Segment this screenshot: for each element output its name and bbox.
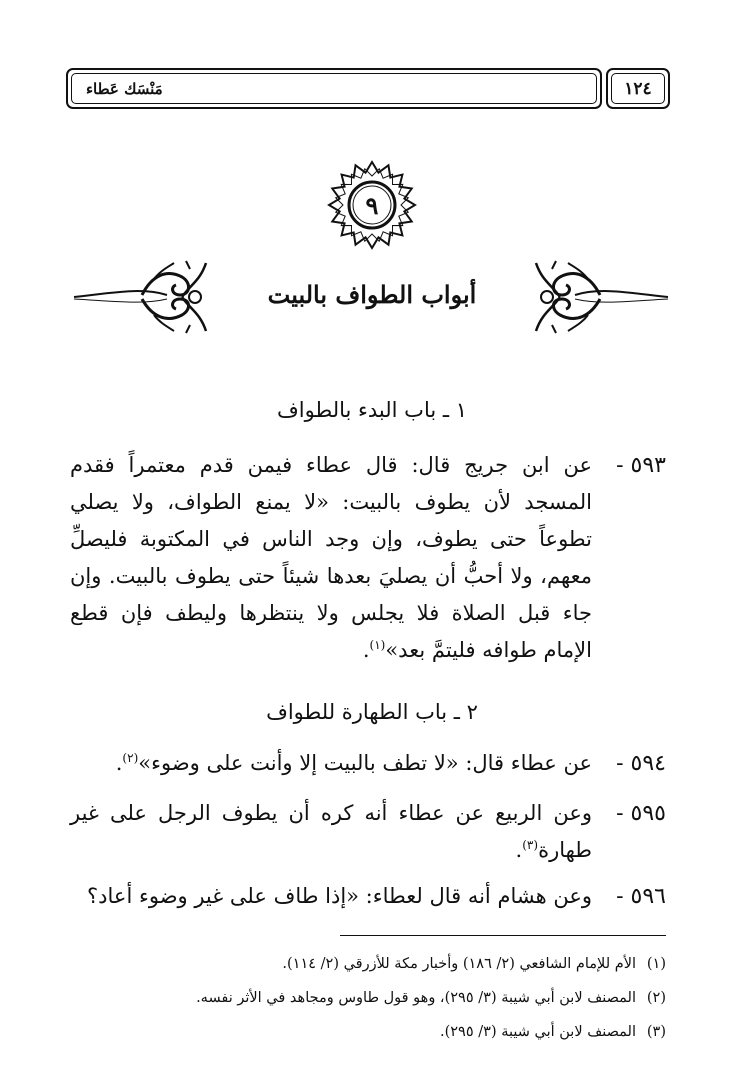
footnote-number: (١) (646, 956, 666, 972)
chapter-title: أبواب الطواف بالبيت (267, 280, 477, 309)
item-body: وعن الربيع عن عطاء أنه كره أن يطوف الرجل على غير طهارة (70, 801, 592, 862)
item-593 (70, 447, 666, 669)
footnote-text: المصنف لابن أبي شيبة (٣/ ٢٩٥)، وهو قول طاوس ومجاهد في الأثر نفسه. (196, 990, 636, 1006)
item-body: وعن هشام أنه قال لعطاء: «إذا طاف على غير وضوء أعاد؟ (87, 884, 592, 908)
chapter-emblem (327, 160, 417, 250)
section-heading-1: ١ ـ باب البدء بالطواف (277, 398, 467, 422)
footnote-1 (90, 947, 666, 981)
page-number: ١٢٤ (624, 78, 652, 99)
item-number: ٥٩٣ - (616, 453, 666, 478)
item-body: عن عطاء قال: «لا تطف بالبيت إلا وأنت على وضوء» (138, 751, 592, 775)
item-text (70, 745, 592, 782)
item-body: عن ابن جريج قال: قال عطاء فيمن قدم معتمراً فقدم المسجد لأن يطوف بالبيت: «لا يمنع الطواف، ولا يصلي تطوعاً حتى يطوف، وإن وجد الناس في المكتوبة فليصلِّ معهم، ولا أحبُّ أن يصليَ بعدها شيئاً حتى يطوف بالبيت. وإن جاء قبل الصلاة فلا يجلس ولا ينتظرها وليطف فإن قطع الإمام طوافه فليتمَّ بعد» (70, 453, 592, 662)
item-end: . (362, 638, 370, 662)
item-end: . (515, 838, 523, 862)
item-text (70, 878, 592, 915)
footnote-number: (٢) (646, 990, 666, 1006)
footnote-divider (340, 935, 666, 936)
footnote-text: المصنف لابن أبي شيبة (٣/ ٢٩٥). (439, 1024, 636, 1040)
item-594 (70, 745, 666, 782)
item-text (70, 795, 592, 869)
item-596 (70, 878, 666, 915)
footnote-text: الأم للإمام الشافعي (٢/ ١٨٦) وأخبار مكة للأزرقي (٢/ ١١٤). (282, 956, 636, 972)
footnote-number: (٣) (646, 1024, 666, 1040)
footnote-ref[interactable]: (٢) (122, 751, 139, 765)
footnote-3 (90, 1015, 666, 1049)
item-595 (70, 795, 666, 869)
footnote-ref[interactable]: (١) (369, 638, 386, 652)
item-text (70, 447, 592, 669)
book-title: مَنْسَك عَطاء (86, 79, 163, 98)
item-number: ٥٩٥ - (616, 801, 666, 826)
chapter-number: ٩ (365, 190, 379, 220)
footnote-ref[interactable]: (٣) (522, 838, 539, 852)
item-number: ٥٩٦ - (616, 884, 666, 909)
section-heading-2: ٢ ـ باب الطهارة للطواف (266, 700, 478, 724)
item-number: ٥٩٤ - (616, 751, 666, 776)
ornament-left-icon (72, 255, 212, 335)
ornament-right-icon (530, 255, 670, 335)
item-end: . (115, 751, 123, 775)
footnotes (90, 947, 666, 1049)
footnote-2 (90, 981, 666, 1015)
running-header-frame (66, 68, 602, 109)
page-number-frame (606, 68, 670, 109)
